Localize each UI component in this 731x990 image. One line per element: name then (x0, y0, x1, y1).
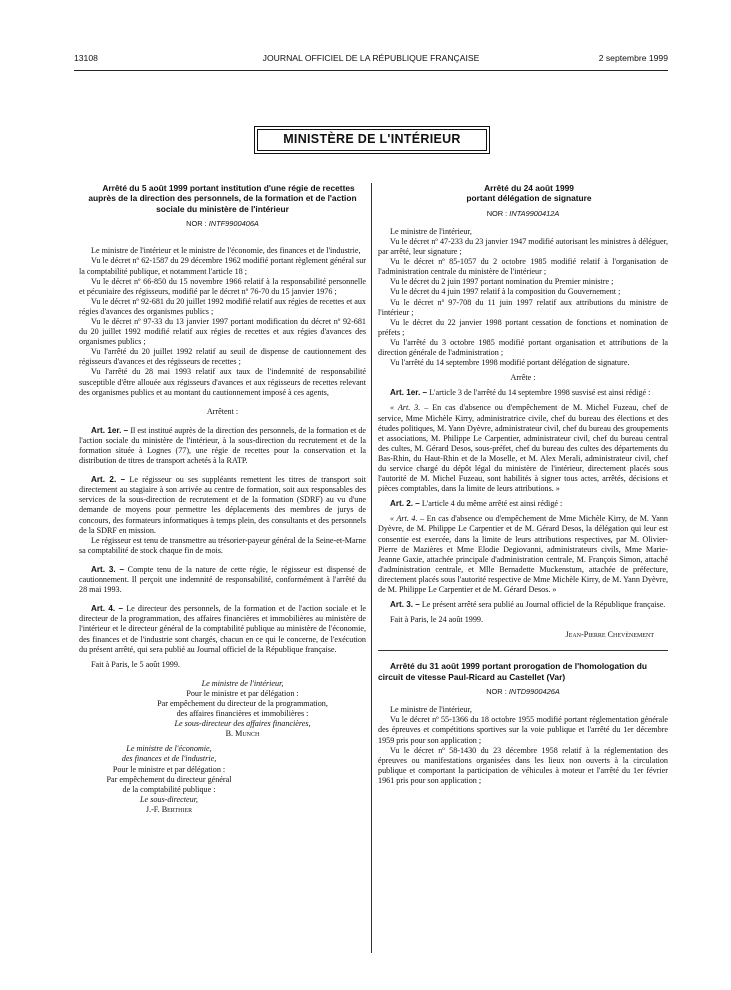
column-divider (371, 183, 372, 953)
nor-reference: NOR : INTF9900406A (186, 219, 259, 229)
visa-list (378, 227, 668, 368)
signing-date: Fait à Paris, le 5 août 1999. (91, 659, 180, 669)
visa-line: Le ministre de l'intérieur, (390, 226, 472, 236)
article: Art. 3. – Compte tenu de la nature de cette régie, le régisseur est dispensé de cautionnement. Il perçoit une indemnité de responsabilité, conformément à l'arrêté du 28 mai 1993. (79, 564, 366, 595)
article: Art. 4. – Le directeur des personnels, de la formation et de l'action sociale et le directeur de la programmation, des affaires financières et immobilières au ministère de l'intérieur et le directeur général de la comptabilité publique au ministère de l'économie, des finances et de l'industrie sont chargés, chacun en ce qui le concerne, de l'exécution du présent arrêté, qui sera publié au Journal officiel de la République française. (79, 604, 366, 654)
visa-line: Vu l'arrêté du 3 octobre 1985 modifié portant organisation et attributions de la direction générale de l'administration ; (378, 337, 668, 358)
signature-block-interior: Le ministre de l'intérieur, Pour le ministre et par délégation : Par empêchement du directeur de la programmation, des affaires financières et immobilières : Le sous-directeur des affaires financières, B. Munch (157, 678, 328, 739)
visa-line: Le ministre de l'intérieur et le ministre de l'économie, des finances et de l'industrie, (91, 246, 361, 256)
visa-line: Vu le décret nº 62-1587 du 29 décembre 1962 modifié portant règlement général sur la comptabilité publique, et notamment l'article 18 ; (79, 256, 366, 276)
page-number: 13108 (74, 53, 98, 63)
visa-line: Vu le décret du 2 juin 1997 portant nomination du Premier ministre ; (390, 277, 614, 287)
visa-list (79, 246, 366, 397)
visa-line: Vu le décret nº 97-33 du 13 janvier 1997 portant modification du décret nº 92-681 du 20 juillet 1992 modifié relatif aux régies de recettes et aux régies d'avances des organismes publics ; (79, 316, 366, 347)
arretent-heading: Arrêtent : (206, 406, 239, 416)
visa-line: Le ministre de l'intérieur, (390, 705, 472, 715)
page-header (74, 53, 668, 69)
decree-title-left: Arrêté du 5 août 1999 portant institution d'une régie de recettes auprès de la direction des personnels, de la formation et de l'action sociale du ministère de l'intérieur (88, 183, 357, 214)
visa-line: Vu le décret nº 58-1430 du 23 décembre 1958 relatif à la réglementation des épreuves ou manifestations organisées dans les lieux non ouverts à la circulation publique et comportant la participation de véhicules à moteur et l'arrêté du 1er février 1961 pris pour son application ; (378, 745, 668, 785)
article: Le régisseur est tenu de transmettre au trésorier-payeur général de la Seine-et-Marne sa comptabilité de stock chaque fin de mois. (79, 535, 366, 555)
section-divider (378, 650, 668, 651)
journal-title: JOURNAL OFFICIEL DE LA RÉPUBLIQUE FRANÇAISE (262, 53, 480, 63)
article: Art. 2. – L'article 4 du même arrêté est ainsi rédigé : (390, 499, 563, 509)
decree-title-right: Arrêté du 24 août 1999 (484, 183, 574, 193)
visa-line: Vu l'arrêté du 14 septembre 1998 modifié portant délégation de signature. (390, 358, 630, 368)
ministry-title: MINISTÈRE DE L'INTÉRIEUR (257, 129, 487, 151)
article: Art. 3. – Le présent arrêté sera publié au Journal officiel de la République française. (390, 600, 666, 610)
article: Art. 2. – Le régisseur ou ses suppléants remettent les titres de transport soit directement au stagiaire à son arrivée au centre de formation, soit aux responsables des services de la sous-direction de recrutement et de la formation (SDRF) au vu d'une demande de moyens pour permettre les déplacements des membres de jurys de concours, des formateurs informatiques à temps plein, des consultants et des personnels de la SDRF en mission. (79, 475, 366, 535)
visa-line: Vu le décret du 22 janvier 1998 portant cessation de fonctions et nomination de préfets ; (378, 317, 668, 337)
visa-line: Vu le décret nº 85-1057 du 2 octobre 1985 modifié relatif à l'organisation de l'administration centrale du ministère de l'intérieur ; (378, 257, 668, 277)
signing-date: Fait à Paris, le 24 août 1999. (390, 615, 483, 625)
minister-signature: Jean-Pierre Chevènement (565, 630, 654, 640)
ministry-banner (254, 126, 490, 154)
nor-reference: NOR : INTD9900426A (486, 687, 560, 697)
visa-list (378, 705, 668, 786)
left-column (79, 183, 366, 815)
visa-line: Vu l'arrêté du 28 mai 1993 relatif aux taux de l'indemnité de responsabilité susceptible d'être allouée aux régisseurs d'avances et aux régisseurs de recettes relevant des organismes publics et au montant du cautionnement imposé à ces agents, (79, 367, 366, 397)
header-rule (74, 70, 668, 71)
visa-line: Vu le décret nº 55-1366 du 18 octobre 1955 modifié portant réglementation générale des épreuves et compétitions sportives sur la voie publique et l'arrêté du 1er décembre 1959 pris pour son application ; (378, 715, 668, 745)
visa-line: Vu le décret nº 47-233 du 23 janvier 1947 modifié autorisant les ministres à déléguer, par arrêté, leur signature ; (378, 237, 668, 257)
visa-line: Vu le décret nº 97-708 du 11 juin 1997 relatif aux attributions du ministre de l'intérieur ; (378, 297, 668, 317)
article: Art. 1er. – L'article 3 de l'arrêté du 14 septembre 1998 susvisé est ainsi rédigé : (390, 388, 651, 398)
visa-line: Vu le décret du 4 juin 1997 relatif à la composition du Gouvernement ; (390, 287, 621, 297)
signature-block-economy: Le ministre de l'économie, des finances et de l'industrie, Pour le ministre et par délégation : Par empêchement du directeur général de la comptabilité publique : Le sous-directeur, J.-F. Berthier (106, 744, 232, 814)
visa-line: Vu le décret nº 92-681 du 20 juillet 1992 modifié relatif aux régies de recettes et aux régies d'avances des organismes publics ; (79, 296, 366, 316)
nor-reference: NOR : INTA9900412A (486, 208, 560, 218)
article: Art. 1er. – Il est institué auprès de la direction des personnels, de la formation et de l'action sociale du ministère de l'intérieur, à la sous-direction du recrutement et de la formation située à Lognes (77), une régie de recettes pour la conservation et la distribution de titres de transport achetés à la RATP. (79, 425, 366, 466)
decree-subtitle-right: portant délégation de signature (466, 193, 592, 204)
article-quote: « Art. 4. – En cas d'absence ou d'empêchement de Mme Michèle Kirry, de M. Yann Dyèvre, de M. Philippe Le Carpentier et de M. Gérard Desos, la délégation qui leur est consentie est exercée, dans la limite de leurs attributions respectives, par M. Olivier-Pierre de Mazières et Mme Elodie Degiovanni, administrateurs civils, Mme Marie-Jeanne Gaxie, attachée principale d'administration centrale, M. François Simon, attaché d'administration centrale, et Mlle Bernadette Muckenstum, attachée de préfecture, directement placés sous l'autorité respective de Mme Michèle Kirry, de M. Yann Dyèvre, de M. Philippe Le Carpentier et de M. Gérard Desos. » (378, 514, 668, 594)
issue-date: 2 septembre 1999 (598, 53, 668, 63)
right-column (378, 183, 668, 786)
article-quote: « Art. 3. – En cas d'absence ou d'empêchement de M. Michel Fuzeau, chef de service, Mme Michèle Kirry, administratrice civile, chef du bureau des élections et des études politiques, M. Yann Dyèvre, administrateur civil, chef du bureau des groupements et associations, M. Philippe Le Carpentier, administrateur civil, chef du bureau central des cultes, M. Gérard Desos, sous-préfet, chef du bureau des cultes des départements du Bas-Rhin, du Haut-Rhin et de la Moselle, et M. Alex Merali, administrateur civil, chef du service chargé du dépôt légal du ministère de l'intérieur, directement placés sous l'autorité de M. Michel Fuzeau, sont habilités à signer tous actes, arrêtés, décisions et pièces comptables, dans la limite de leurs attributions. » (378, 403, 668, 494)
visa-line: Vu le décret nº 66-850 du 15 novembre 1966 relatif à la responsabilité personnelle et pécuniaire des régisseurs, modifié par le décret nº 76-70 du 15 janvier 1976 ; (79, 276, 366, 296)
decree-title-circuit: Arrêté du 31 août 1999 portant prorogation de l'homologation du circuit de vitesse Paul-Ricard au Castellet (Var) (378, 661, 647, 682)
arrete-heading: Arrête : (510, 373, 536, 383)
visa-line: Vu l'arrêté du 20 juillet 1992 relatif au seuil de dispense de cautionnement des régisseurs d'avances et des régisseurs de recettes ; (79, 347, 366, 367)
